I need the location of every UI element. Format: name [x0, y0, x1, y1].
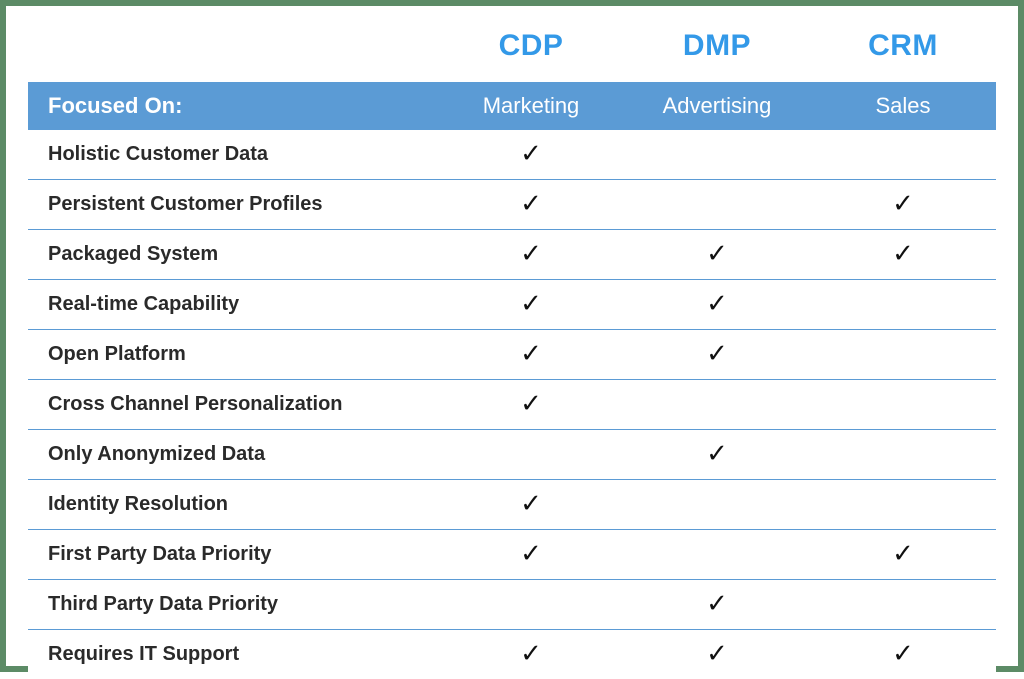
cell-crm	[810, 330, 996, 380]
check-icon: ✓	[892, 640, 914, 666]
brand-header-row	[28, 20, 996, 82]
table-row	[28, 130, 996, 180]
row-label: Third Party Data Priority	[28, 580, 438, 630]
check-icon: ✓	[520, 640, 542, 666]
cell-cdp	[438, 180, 624, 230]
cell-cdp	[438, 230, 624, 280]
cell-dmp	[624, 130, 810, 180]
row-label: Cross Channel Personalization	[28, 380, 438, 430]
check-icon: ✓	[520, 390, 542, 416]
row-label: Identity Resolution	[28, 480, 438, 530]
brand-header-dmp: DMP	[624, 20, 810, 82]
check-icon: ✓	[520, 490, 542, 516]
brand-header-spacer	[28, 20, 438, 82]
cell-crm	[810, 580, 996, 630]
cell-dmp	[624, 480, 810, 530]
table-row	[28, 480, 996, 530]
cell-dmp	[624, 330, 810, 380]
cell-dmp	[624, 430, 810, 480]
brand-header-cdp: CDP	[438, 20, 624, 82]
check-icon: ✓	[706, 290, 728, 316]
cell-dmp	[624, 380, 810, 430]
cell-dmp	[624, 580, 810, 630]
check-icon: ✓	[706, 590, 728, 616]
focus-header-label: Focused On:	[28, 82, 438, 130]
cell-dmp	[624, 530, 810, 580]
row-label: Only Anonymized Data	[28, 430, 438, 480]
row-label: Open Platform	[28, 330, 438, 380]
check-icon: ✓	[520, 540, 542, 566]
cell-cdp	[438, 130, 624, 180]
cell-cdp	[438, 280, 624, 330]
check-icon: ✓	[520, 190, 542, 216]
cell-crm	[810, 380, 996, 430]
check-icon: ✓	[892, 540, 914, 566]
cell-crm	[810, 180, 996, 230]
row-label: Requires IT Support	[28, 630, 438, 679]
brand-header-crm: CRM	[810, 20, 996, 82]
check-icon: ✓	[706, 340, 728, 366]
row-label: Packaged System	[28, 230, 438, 280]
table-row	[28, 380, 996, 430]
check-icon: ✓	[706, 240, 728, 266]
check-icon: ✓	[520, 290, 542, 316]
focus-header-cdp: Marketing	[438, 82, 624, 130]
check-icon: ✓	[892, 190, 914, 216]
table-row	[28, 230, 996, 280]
focus-header-crm: Sales	[810, 82, 996, 130]
row-label: Holistic Customer Data	[28, 130, 438, 180]
comparison-table	[28, 20, 996, 679]
cell-dmp	[624, 180, 810, 230]
row-label: Real-time Capability	[28, 280, 438, 330]
check-icon: ✓	[706, 440, 728, 466]
cell-dmp	[624, 280, 810, 330]
check-icon: ✓	[892, 240, 914, 266]
cell-cdp	[438, 380, 624, 430]
table-row	[28, 180, 996, 230]
cell-crm	[810, 130, 996, 180]
cell-cdp	[438, 580, 624, 630]
cell-crm	[810, 430, 996, 480]
table-row	[28, 530, 996, 580]
table-row	[28, 330, 996, 380]
cell-cdp	[438, 480, 624, 530]
cell-dmp	[624, 230, 810, 280]
row-label: First Party Data Priority	[28, 530, 438, 580]
table-row	[28, 580, 996, 630]
focus-header-row	[28, 82, 996, 130]
focus-header-dmp: Advertising	[624, 82, 810, 130]
cell-crm	[810, 530, 996, 580]
row-label: Persistent Customer Profiles	[28, 180, 438, 230]
cell-cdp	[438, 530, 624, 580]
cell-crm	[810, 230, 996, 280]
cell-cdp	[438, 330, 624, 380]
cell-cdp	[438, 430, 624, 480]
check-icon: ✓	[520, 140, 542, 166]
check-icon: ✓	[520, 340, 542, 366]
check-icon: ✓	[706, 640, 728, 666]
check-icon: ✓	[520, 240, 542, 266]
table-row	[28, 280, 996, 330]
cell-crm	[810, 480, 996, 530]
chart-inner	[6, 6, 1018, 666]
table-row	[28, 430, 996, 480]
cell-crm	[810, 280, 996, 330]
